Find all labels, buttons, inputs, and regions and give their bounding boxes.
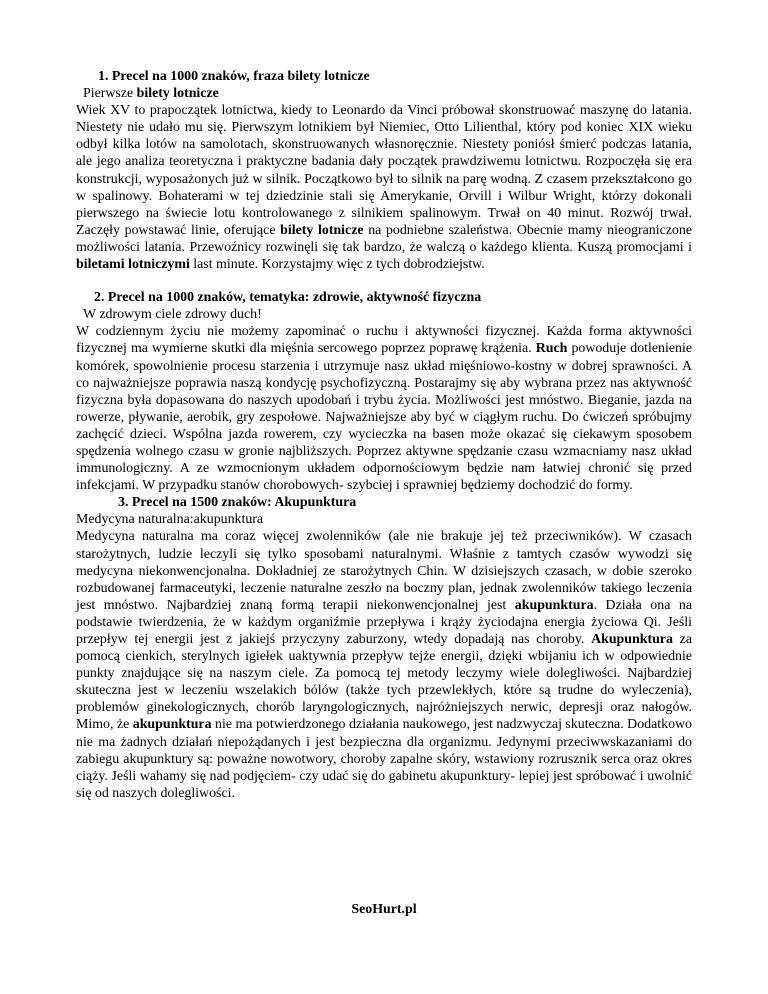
footer-brand: SeoHurt.pl	[351, 902, 417, 917]
section-2-text-2: powoduje dotlenienie komórek, spowolnienie procesu starzenia i utrzymuje nasz układ mięśniowo-kostny w dobrej sprawności. A co najważniejsze poprawia naszą kondycję psychofizyczną. Postarajmy się aby wybrana przez nas aktywność fizyczna była dopasowana do naszych upodobań i trybu życia. Możliwości jest mnóstwo. Bieganie, jazda na rowerze, pływanie, aerobik, gry zespołowe. Najważniejsze aby być w ciągłym ruchu. Do ćwiczeń spróbujmy zachęcić dzieci. Wspólna jazda rowerem, czy wycieczka na basen może okazać się ciekawym sposobem spędzenia wolnego czasu w gronie najbliższych. Poprzez aktywne spędzanie czasu wzmacniamy nasz układ immunologiczny. A ze wzmocnionym układem odpornościowym będzie nam łatwiej chronić się przed infekcjami. W przypadku stanów chorobowych- szybciej i sprawniej będziemy dochodzić do formy.	[76, 341, 692, 494]
section-2-subtitle: W zdrowym ciele zdrowy duch!	[83, 307, 262, 323]
section-2-paragraph	[76, 323, 692, 494]
section-3-text-4: nie ma potwierdzonego działania naukowego, jest nadzwyczaj skuteczna. Dodatkowo nie ma żadnych działań niepożądanych i jest bezpieczna dla organizmu. Jedynymi przeciwwskazaniami do zabiegu akupunktury są: poważne nowotwory, choroby zapalne skóry, wstawiony rozrusznik serca oraz okres ciąży. Jeśli wahamy się nad podjęciem- czy udać się do gabinetu akupunktury- lepiej jest spróbować i uwolnić się od naszych dolegliwości.	[76, 717, 692, 801]
section-1-subtitle	[76, 85, 692, 102]
section-1-keyword-1: bilety lotnicze	[280, 222, 364, 238]
section-1-heading: 1. Precel na 1000 znaków, fraza bilety lotnicze	[98, 69, 370, 84]
section-2-keyword-1: Ruch	[535, 341, 568, 357]
section-3-heading: 3. Precel na 1500 znaków: Akupunktura	[118, 495, 357, 511]
section-3-keyword-1: akupunktura	[514, 597, 594, 613]
section-1-text-3: last minute. Korzystajmy więc z tych dobrodziejstw.	[189, 257, 485, 273]
section-3-text-1: Medycyna naturalna ma coraz więcej zwolenników (ale nie brakuje jej też przeciwników). W czasach starożytnych, ludzie leczyli się tylko sposobami naturalnymi. Właśnie z tamtych czasów wywodzi się medycyna niekonwencjonalna. Dokładniej ze starożytnych Chin. W dzisiejszych czasach, w dobie szeroko rozbudowanej farmaceutyki, leczenie naturalne zeszło na boczny plan, jednak zwolenników takiego leczenia jest mnóstwo. Najbardziej znaną formą terapii niekonwencjonalnej jest	[76, 529, 692, 613]
section-3-text-3: za pomocą cienkich, sterylnych igiełek uaktywnia przepływ tejże energii, dzięki wbijaniu ich w odpowiednie punkty znajdujące się na naszym ciele. Za pomocą tej metody leczymy wiele dolegliwości. Najbardziej skuteczna jest w leczeniu wszelakich bólów (także tych przewlekłych, które są trudne do wyleczenia), problemów ginekologicznych, chorób laryngologicznych, najróżniejszych nerwic, depresji oraz nałogów. Mimo, że	[76, 632, 692, 733]
section-1-paragraph	[76, 102, 692, 273]
section-3-paragraph	[76, 528, 692, 802]
section-1-text-2: na podniebne szaleństwa. Obecnie mamy nieograniczone możliwości latania. Przewoźnicy rozwinęli się tak bardzo, że walczą o każdego klienta. Kuszą promocjami i	[76, 222, 692, 255]
section-1-subtitle-keyword: bilety lotnicze	[136, 86, 219, 102]
section-1-keyword-2: biletami lotniczymi	[76, 257, 190, 273]
section-3-subtitle: Medycyna naturalna:akupunktura	[76, 512, 264, 528]
section-3-keyword-3: akupunktura	[132, 717, 212, 733]
section-3-keyword-2: Akupunktura	[591, 632, 673, 647]
section-1-text-1: Wiek XV to prapoczątek lotnictwa, kiedy to Leonardo da Vinci próbował skonstruować maszynę do latania. Niestety nie udało mu się. Pierwszym lotnikiem był Niemiec, Otto Lilienthal, który pod koniec XIX wieku odbył kilka lotów na samolotach, skonstruowanych własnoręcznie. Niestety poniósł śmierć podczas latania, ale jego analiza teoretyczna i praktyczne badania dały początek prawdziwemu lotnictwu. Rozpoczęła się era konstrukcji, wyposażonych już w silnik. Początkowo był to silnik na parę wodną. Z czasem przekształcono go w spalinowy. Bohaterami w tej dziedzinie stali się Amerykanie, Orvill i Wilbur Wright, którzy dokonali pierwszego na świecie lotu kontrolowanego z silnikiem spalinowym. Trwał on 40 minut. Rozwój trwał. Zaczęły powstawać linie, oferujące	[76, 103, 692, 238]
section-1-subtitle-prefix: Pierwsze	[83, 86, 137, 102]
section-3-text-2: . Działa ona na podstawie twierdzenia, że w każdym organiźmie przepływa i krąży życiodajna energia życiowa Qi. Jeśli przepływ tej energii jest z jakiejś przyczyny zaburzony, wtedy dopadają nas choroby.	[76, 597, 692, 647]
section-2-text-1: W codziennym życiu nie możemy zapominać o ruchu i aktywności fizycznej. Każda forma aktywności fizycznej ma wymierne skutki dla mięśnia sercowego poprzez poprawę krążenia.	[76, 324, 692, 357]
document-page	[76, 68, 692, 802]
section-2-heading: 2. Precel na 1000 znaków, tematyka: zdrowie, aktywność fizyczna	[94, 290, 482, 306]
